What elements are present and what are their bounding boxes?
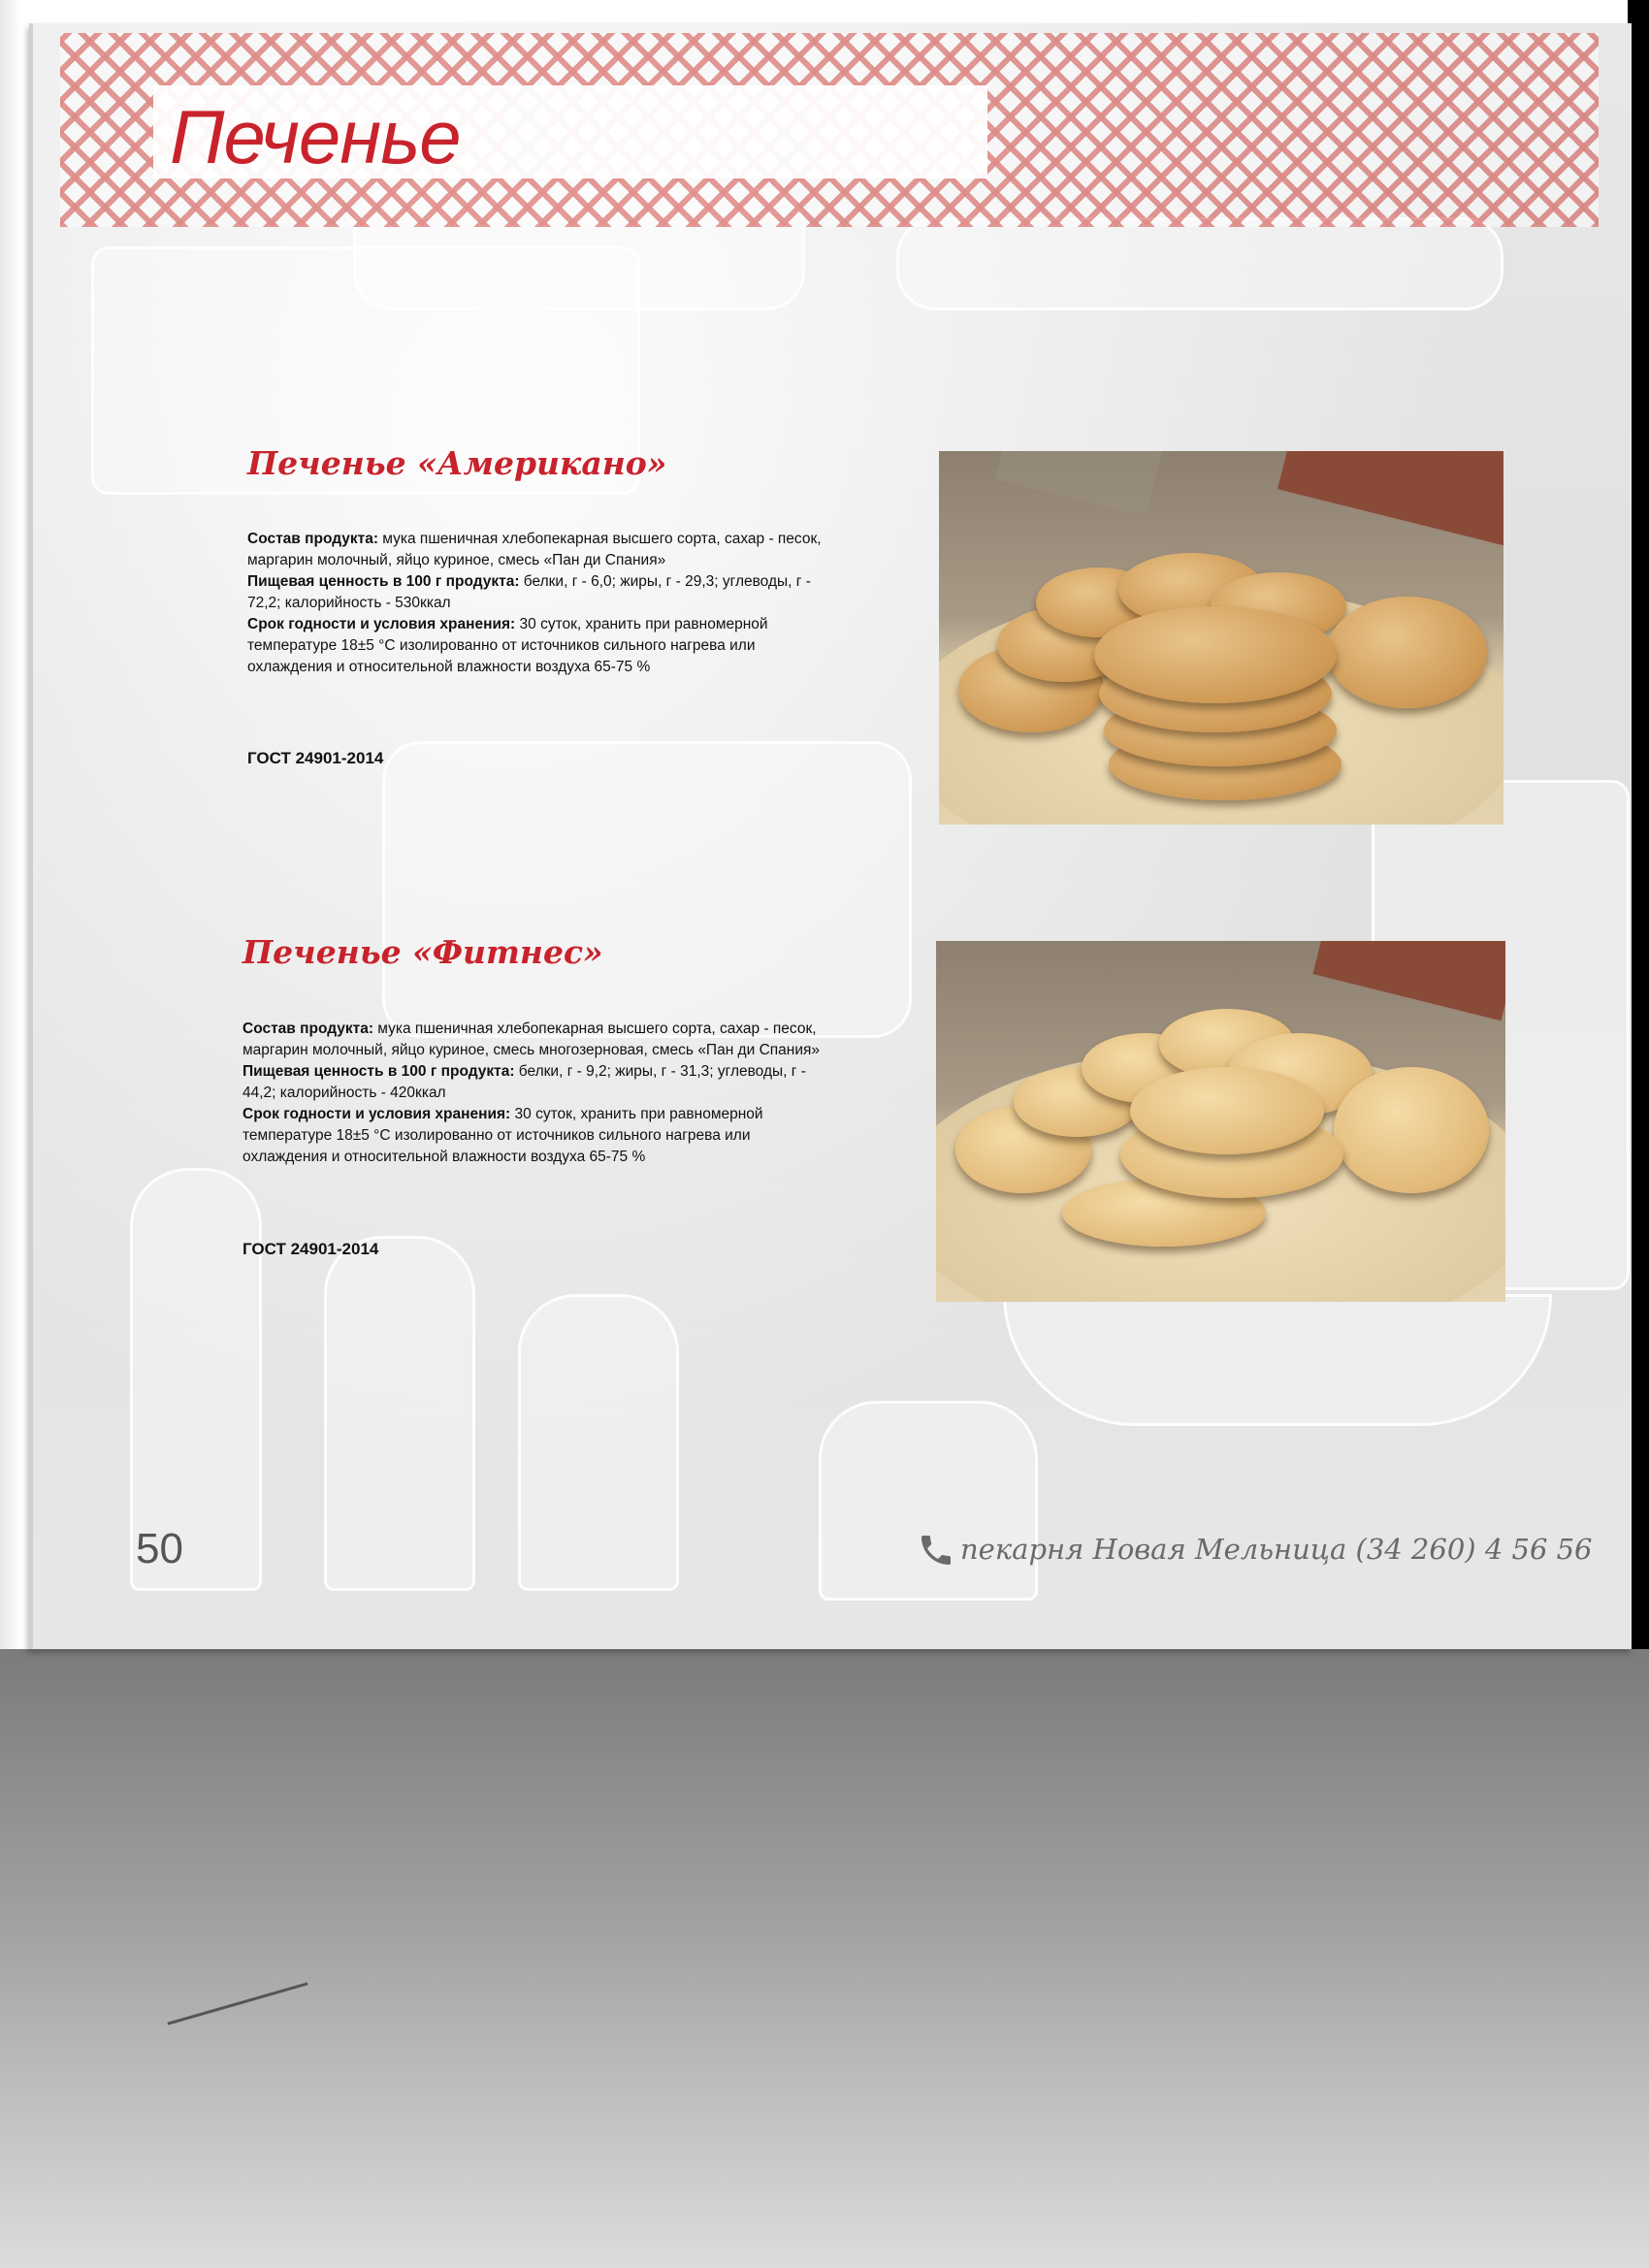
nutrition-label: Пищевая ценность в 100 г продукта: [242, 1063, 515, 1080]
composition-label: Состав продукта: [247, 531, 378, 547]
scanner-background [0, 1649, 1649, 2268]
product-description-americano [247, 529, 829, 678]
product-name-americano: Печенье «Американо» [247, 444, 667, 482]
background-glass-bowl [1003, 1294, 1552, 1426]
nutrition-label: Пищевая ценность в 100 г продукта: [247, 573, 520, 590]
page-title: Печенье [170, 94, 461, 179]
background-canister-4 [819, 1401, 1038, 1601]
storage-label: Срок годности и условия хранения: [242, 1106, 511, 1122]
brochure-page [29, 23, 1632, 1649]
gost-americano: ГОСТ 24901-2014 [247, 749, 384, 767]
composition-text: мука пшеничная хлебопекарная высшего сорта, сахар - песок, маргарин молочный, яйцо куриное, смесь многозерновая, смесь «Пан ди Спания» [242, 1021, 821, 1058]
photo-americano-cookies [939, 451, 1504, 825]
background-canister-3 [518, 1294, 679, 1591]
background-canister-2 [324, 1236, 475, 1591]
storage-label: Срок годности и условия хранения: [247, 616, 516, 632]
scan-margin-left [0, 0, 21, 1649]
nutrition-text: белки, г - 6,0; жиры, г - 29,3; углеводы, г - 72,2; калорийность - 530ккал [247, 573, 811, 611]
composition-text: мука пшеничная хлебопекарная высшего сорта, сахар - песок, маргарин молочный, яйцо куриное, смесь «Пан ди Спания» [247, 531, 822, 568]
storage-text: 30 суток, хранить при равномерной температуре 18±5 °С изолированно от источников сильного нагрева или охлаждения и относительной влажности воздуха 65-75 % [247, 616, 768, 675]
photo-fitness-cookies [936, 941, 1505, 1302]
background-pot [382, 741, 912, 1038]
gost-fitness: ГОСТ 24901-2014 [242, 1240, 379, 1258]
storage-text: 30 суток, хранить при равномерной температуре 18±5 °С изолированно от источников сильного нагрева или охлаждения и относительной влажности воздуха 65-75 % [242, 1106, 763, 1165]
composition-label: Состав продукта: [242, 1021, 373, 1037]
background-mixer-head-right [896, 217, 1504, 310]
product-name-fitness: Печенье «Фитнес» [242, 933, 603, 971]
phone-icon [917, 1531, 955, 1570]
nutrition-text: белки, г - 9,2; жиры, г - 31,3; углеводы, г - 44,2; калорийность - 420ккал [242, 1063, 806, 1101]
product-description-fitness [242, 1019, 824, 1168]
footer-contact: пекарня Новая Мельница (34 260) 4 56 56 [960, 1533, 1593, 1566]
page-number: 50 [136, 1525, 183, 1572]
scan-margin-top [0, 0, 1649, 21]
